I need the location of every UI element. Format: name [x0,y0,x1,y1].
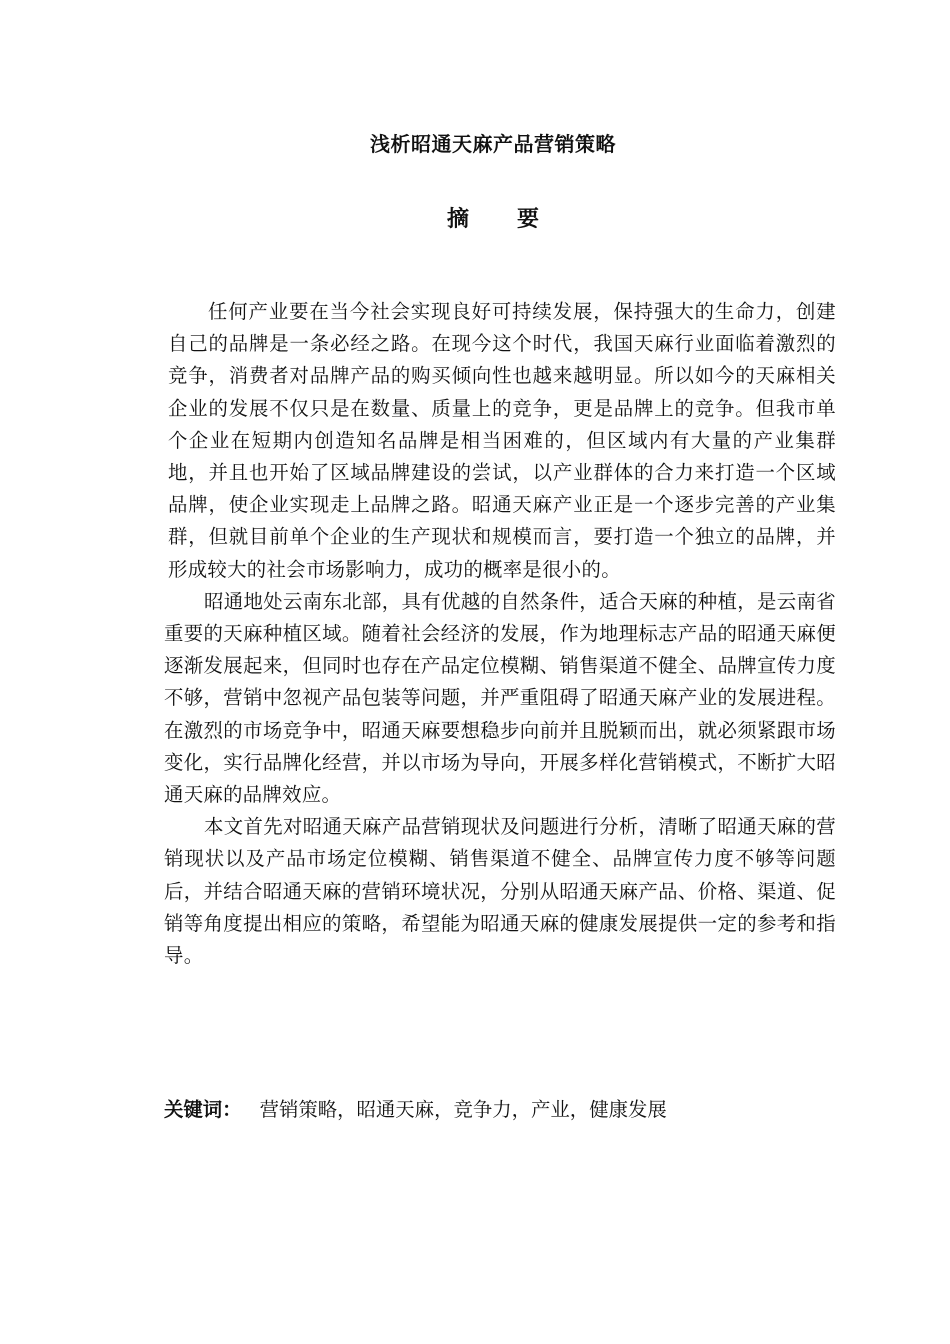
keywords-list: 营销策略，昭通天麻，竞争力，产业，健康发展 [259,1098,667,1121]
abstract-paragraph-1: 任何产业要在当今社会实现良好可持续发展，保持强大的生命力，创建自己的品牌是一条必经之路。在现今这个时代，我国天麻行业面临着激烈的竞争，消费者对品牌产品的购买倾向性也越来越明显。所以如今的天麻相关企业的发展不仅只是在数量、质量上的竞争，更是品牌上的竞争。但我市单个企业在短期内创造知名品牌是相当困难的，但区域内有大量的产业集群地，并且也开始了区域品牌建设的尝试，以产业群体的合力来打造一个区域品牌，使企业实现走上品牌之路。昭通天麻产业正是一个逐步完善的产业集群，但就目前单个企业的生产现状和规模而言，要打造一个独立的品牌，并形成较大的社会市场影响力，成功的概率是很小的。 [168,300,836,581]
document-title: 浅析昭通天麻产品营销策略 [370,132,616,156]
abstract-paragraph-3: 本文首先对昭通天麻产品营销现状及问题进行分析，清晰了昭通天麻的营销现状以及产品市场定位模糊、销售渠道不健全、品牌宣传力度不够等问题后，并结合昭通天麻的营销环境状况，分别从昭通天麻产品、价格、渠道、促销等角度提出相应的策略，希望能为昭通天麻的健康发展提供一定的参考和指导。 [164,815,836,968]
abstract-paragraph-2: 昭通地处云南东北部，具有优越的自然条件，适合天麻的种植，是云南省重要的天麻种植区域。随着社会经济的发展，作为地理标志产品的昭通天麻便逐渐发展起来，但同时也存在产品定位模糊、销售渠道不健全、品牌宣传力度不够，营销中忽视产品包装等问题，并严重阻碍了昭通天麻产业的发展进程。在激烈的市场竞争中，昭通天麻要想稳步向前并且脱颖而出，就必须紧跟市场变化，实行品牌化经营，并以市场为导向，开展多样化营销模式，不断扩大昭通天麻的品牌效应。 [164,589,836,807]
abstract-body [164,296,836,972]
keywords-label: 关键词： [164,1098,242,1121]
keywords-line [164,1094,844,1126]
abstract-heading: 摘要 [446,207,587,232]
